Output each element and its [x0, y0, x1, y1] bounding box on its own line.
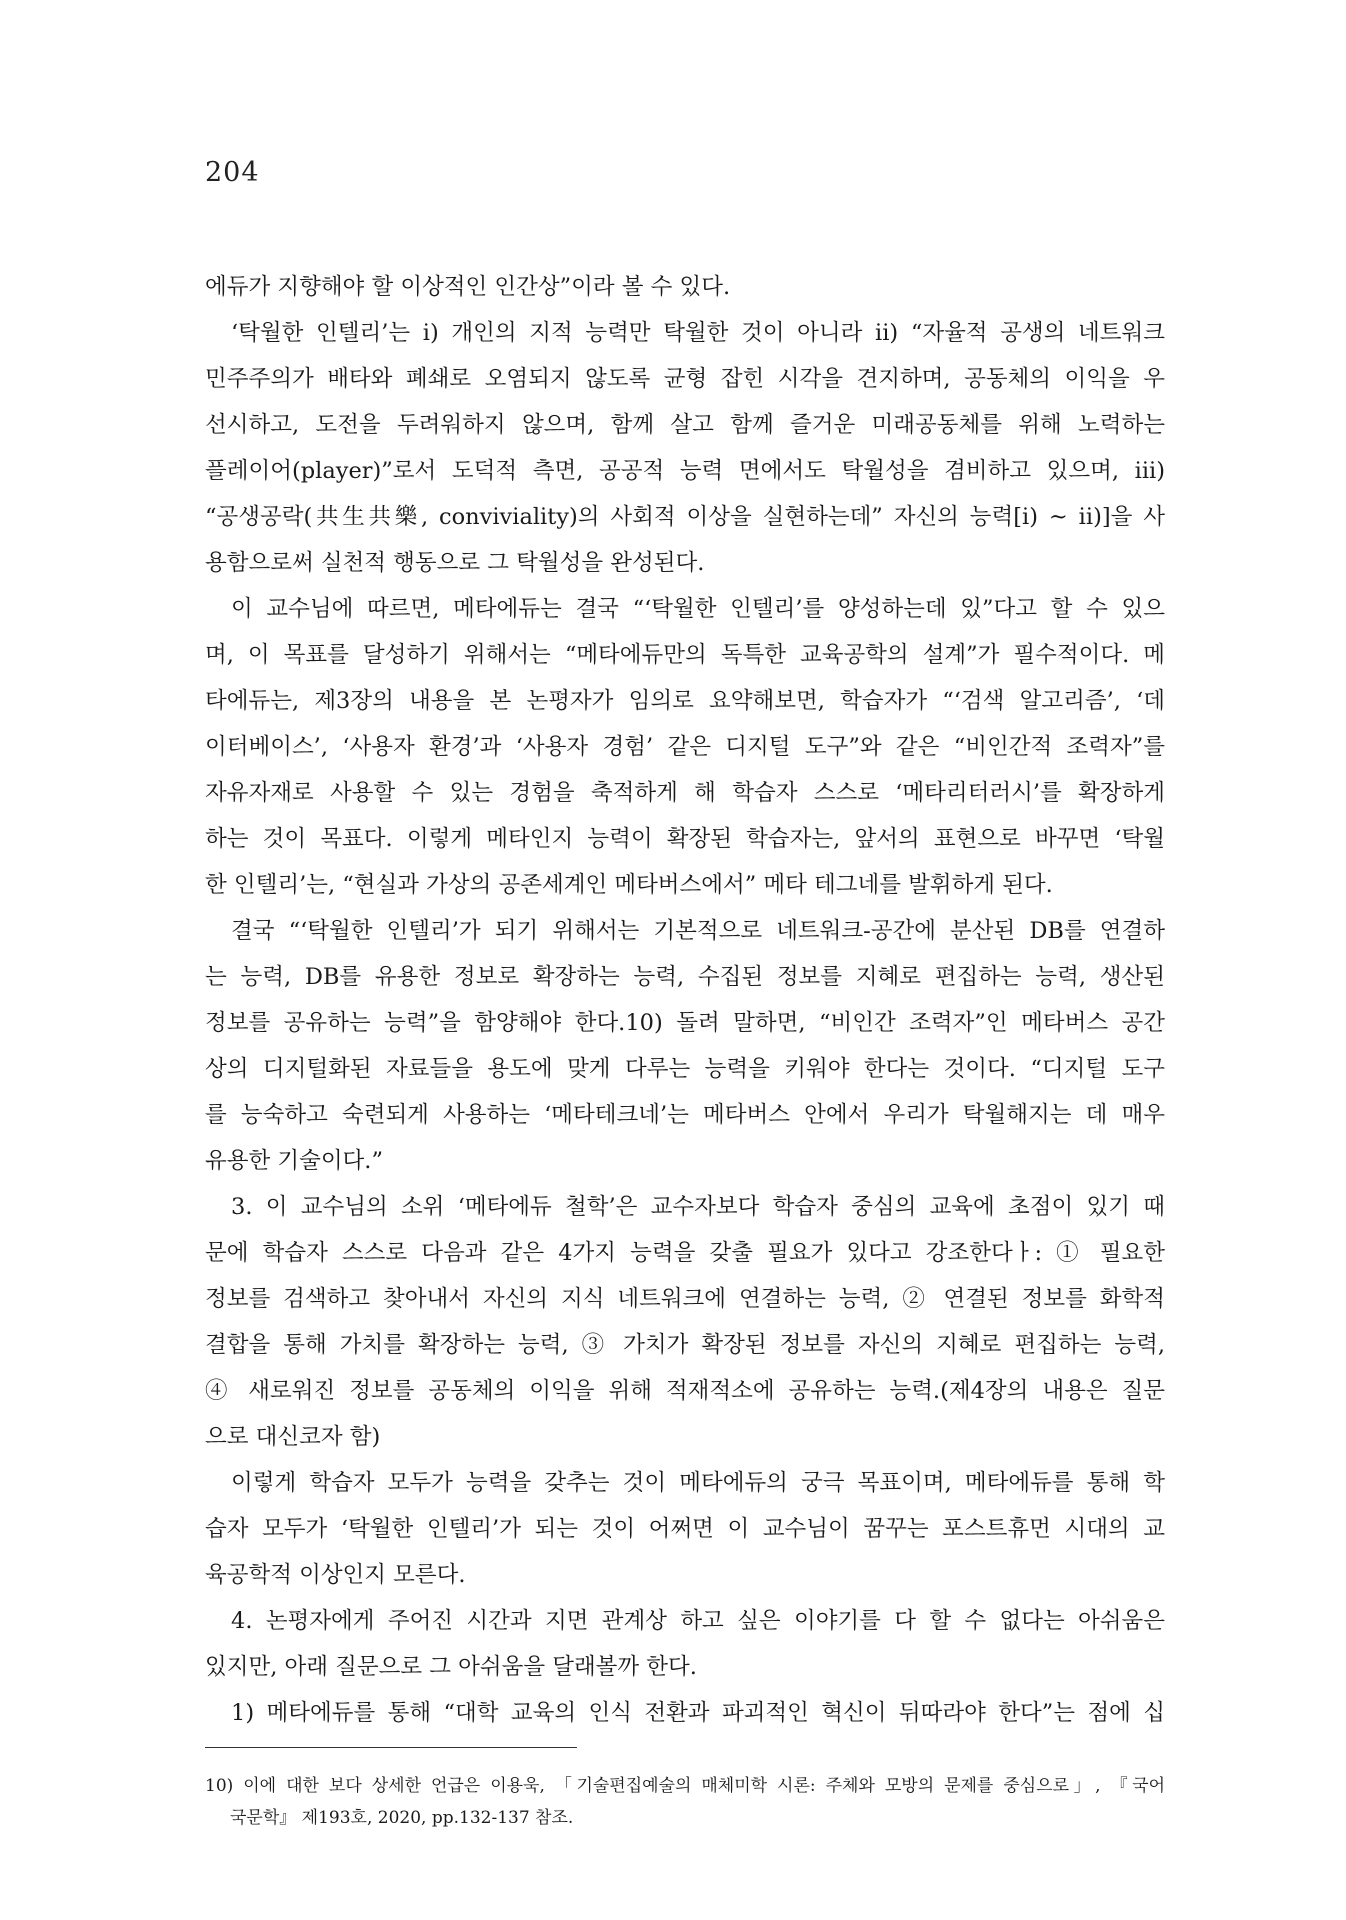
text-line: 한 인텔리’는, “현실과 가상의 공존세계인 메타버스에서” 메타 테그네를 발휘하게 된다. [205, 872, 1053, 898]
text-line: ④ 새로워진 정보를 공동체의 이익을 위해 적재적소에 공유하는 능력.(제4장의 내용은 질문 [205, 1378, 1165, 1404]
text-line: 4. 논평자에게 주어진 시간과 지면 관계상 하고 싶은 이야기를 다 할 수 없다는 아쉬움은 [231, 1608, 1165, 1634]
text-line: “공생공락(共生共樂, conviviality)의 사회적 이상을 실현하는데” 자신의 능력[i) ~ ii)]을 사 [205, 504, 1165, 530]
text-line: 으로 대신코자 함) [205, 1424, 381, 1450]
text-line: 플레이어(player)”로서 도덕적 측면, 공공적 능력 면에서도 탁월성을 겸비하고 있으며, iii) [205, 458, 1165, 484]
text-line: 결합을 통해 가치를 확장하는 능력, ③ 가치가 확장된 정보를 자신의 지혜로 편집하는 능력, [205, 1332, 1165, 1358]
text-line: 습자 모두가 ‘탁월한 인텔리’가 되는 것이 어쩌면 이 교수님이 꿈꾸는 포스트휴먼 시대의 교 [205, 1516, 1165, 1542]
text-line: 이터베이스’, ‘사용자 환경’과 ‘사용자 경험’ 같은 디지털 도구”와 같은 “비인간적 조력자”를 [205, 734, 1165, 760]
text-line: 용함으로써 실천적 행동으로 그 탁월성을 완성된다. [205, 550, 705, 576]
text-line: 1) 메타에듀를 통해 “대학 교육의 인식 전환과 파괴적인 혁신이 뒤따라야 한다”는 점에 십 [231, 1700, 1165, 1726]
text-line: 정보를 검색하고 찾아내서 자신의 지식 네트워크에 연결하는 능력, ② 연결된 정보를 화학적 [205, 1286, 1165, 1312]
text-line: 정보를 공유하는 능력”을 함양해야 한다.10) 돌려 말하면, “비인간 조력자”인 메타버스 공간 [205, 1010, 1165, 1036]
footnote-line: 10) 이에 대한 보다 상세한 언급은 이용욱, 「기술편집예술의 매체미학 시론: 주체와 모방의 문제를 중심으로」, 『국어 [205, 1776, 1165, 1796]
text-line: 는 능력, DB를 유용한 정보로 확장하는 능력, 수집된 정보를 지혜로 편집하는 능력, 생산된 [205, 964, 1165, 990]
text-line: 에듀가 지향해야 할 이상적인 인간상”이라 볼 수 있다. [205, 274, 731, 300]
footnote [205, 1770, 1165, 1834]
body-text [205, 264, 1165, 1736]
text-line: 민주주의가 배타와 폐쇄로 오염되지 않도록 균형 잡힌 시각을 견지하며, 공동체의 이익을 우 [205, 366, 1165, 392]
text-line: 를 능숙하고 숙련되게 사용하는 ‘메타테크네’는 메타버스 안에서 우리가 탁월해지는 데 매우 [205, 1102, 1165, 1128]
text-line: 육공학적 이상인지 모른다. [205, 1562, 466, 1588]
text-line: 자유자재로 사용할 수 있는 경험을 축적하게 해 학습자 스스로 ‘메타리터러시’를 확장하게 [205, 780, 1165, 806]
footnote-divider [205, 1747, 577, 1748]
text-line: 이 교수님에 따르면, 메타에듀는 결국 “‘탁월한 인텔리’를 양성하는데 있”다고 할 수 있으 [231, 596, 1165, 622]
text-line: 선시하고, 도전을 두려워하지 않으며, 함께 살고 함께 즐거운 미래공동체를 위해 노력하는 [205, 412, 1165, 438]
text-line: 상의 디지털화된 자료들을 용도에 맞게 다루는 능력을 키워야 한다는 것이다. “디지털 도구 [205, 1056, 1165, 1082]
text-line: 유용한 기술이다.” [205, 1148, 383, 1174]
text-line: 하는 것이 목표다. 이렇게 메타인지 능력이 확장된 학습자는, 앞서의 표현으로 바꾸면 ‘탁월 [205, 826, 1165, 852]
text-line: 있지만, 아래 질문으로 그 아쉬움을 달래볼까 한다. [205, 1654, 697, 1680]
text-line: 타에듀는, 제3장의 내용을 본 논평자가 임의로 요약해보면, 학습자가 “‘검색 알고리즘’, ‘데 [205, 688, 1165, 714]
text-line: 며, 이 목표를 달성하기 위해서는 “메타에듀만의 독특한 교육공학의 설계”가 필수적이다. 메 [205, 642, 1165, 668]
text-line: 문에 학습자 스스로 다음과 같은 4가지 능력을 갖출 필요가 있다고 강조한다ㅏ: ① 필요한 [205, 1240, 1165, 1266]
page-number: 204 [205, 157, 260, 188]
text-line: 3. 이 교수님의 소위 ‘메타에듀 철학’은 교수자보다 학습자 중심의 교육에 초점이 있기 때 [231, 1194, 1165, 1220]
footnote-line: 국문학』 제193호, 2020, pp.132-137 참조. [230, 1808, 574, 1828]
text-line: 결국 “‘탁월한 인텔리’가 되기 위해서는 기본적으로 네트워크-공간에 분산된 DB를 연결하 [231, 918, 1165, 944]
text-line: ‘탁월한 인텔리’는 i) 개인의 지적 능력만 탁월한 것이 아니라 ii) “자율적 공생의 네트워크 [231, 320, 1165, 346]
text-line: 이렇게 학습자 모두가 능력을 갖추는 것이 메타에듀의 궁극 목표이며, 메타에듀를 통해 학 [231, 1470, 1165, 1496]
